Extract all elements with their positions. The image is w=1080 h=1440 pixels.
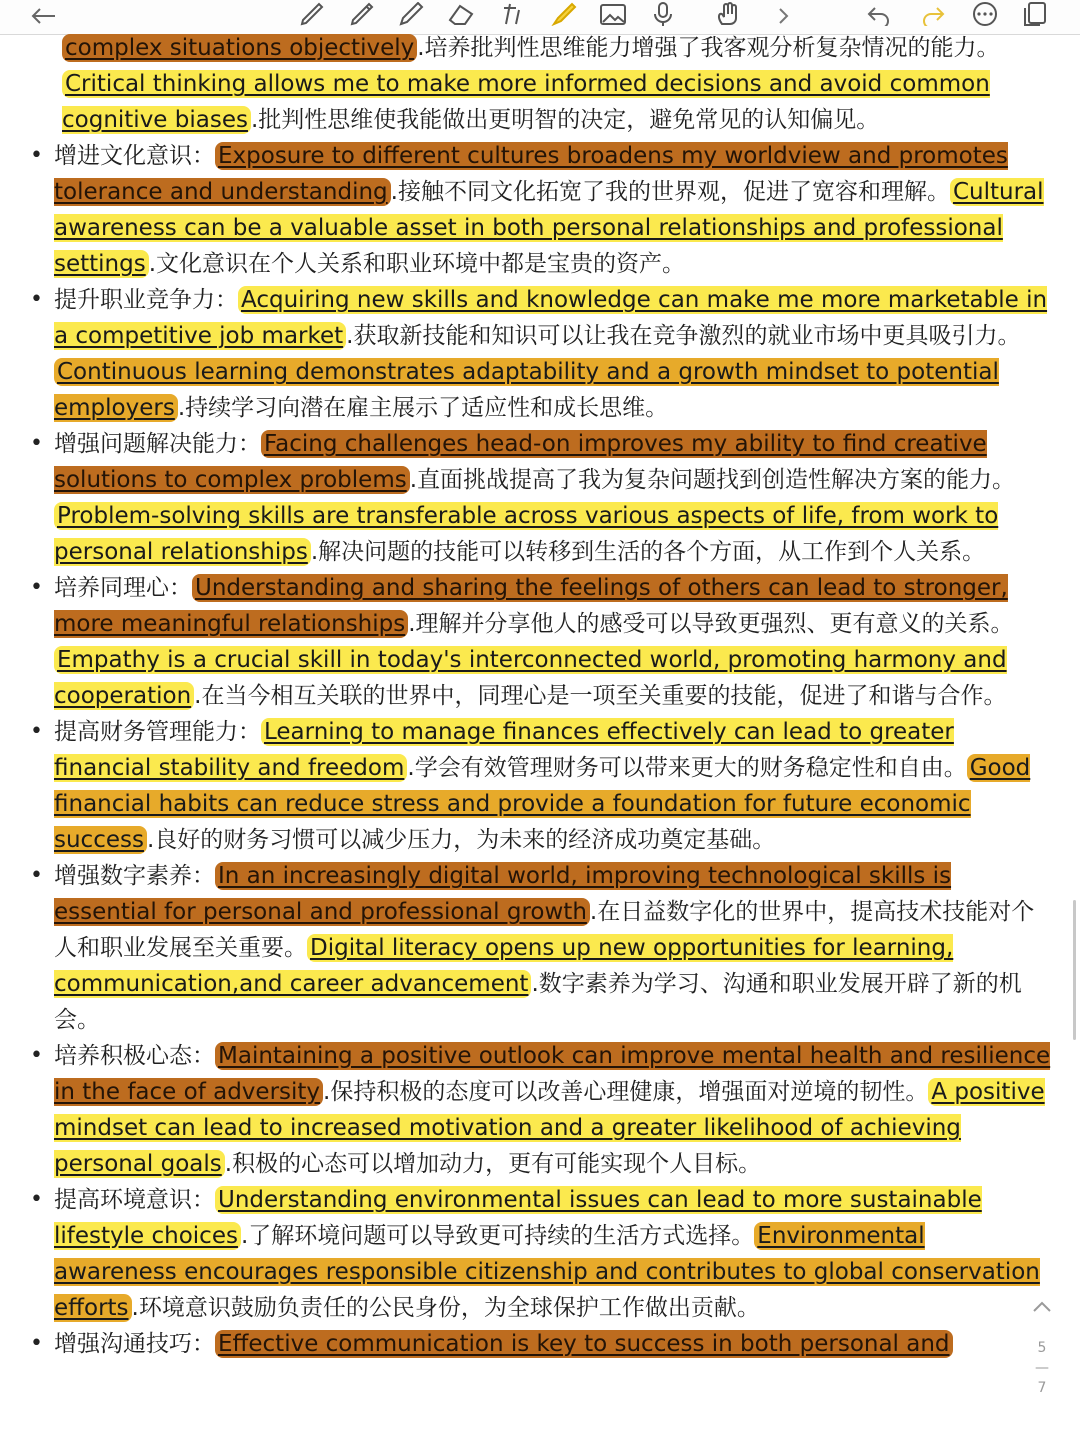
- highlighted-text: Environmental awareness encourages responsible citizenship and contributes to global conservation efforts: [54, 1223, 1040, 1321]
- scrollbar[interactable]: [1073, 900, 1076, 1040]
- highlighted-text: Effective communication is key to success in both personal and: [215, 1330, 953, 1358]
- list-item: [0, 570, 1060, 714]
- bullet-icon: •: [30, 1331, 43, 1356]
- translation-text: .批判性思维使我能做出更明智的决定，避免常见的认知偏见。: [250, 107, 880, 133]
- translation-text: .积极的心态可以增加动力，更有可能实现个人目标。: [224, 1151, 762, 1177]
- highlighted-text: Empathy is a crucial skill in today's interconnected world, promoting harmony and cooperation: [54, 647, 1007, 709]
- highlighted-text: complex situations objectively: [62, 34, 417, 62]
- highlighted-text: A positive mindset can lead to increased motivation and a greater likelihood of achieving personal goals: [54, 1079, 1045, 1177]
- list-item: [0, 282, 1060, 426]
- notes-body: [0, 34, 1060, 1362]
- highlighted-text: Continuous learning demonstrates adaptability and a growth mindset to potential employers: [54, 359, 999, 421]
- highlighter-icon[interactable]: [546, 0, 580, 26]
- microphone-icon[interactable]: [646, 0, 680, 26]
- item-label: 增进文化意识：: [54, 143, 215, 169]
- highlighted-text: Problem-solving skills are transferable across various aspects of life, from work to personal relationships: [54, 503, 999, 565]
- highlighted-text: Good financial habits can reduce stress and provide a foundation for future economic success: [54, 755, 1031, 853]
- highlighted-text: Understanding and sharing the feelings of others can lead to stronger, more meaningful relationships: [54, 575, 1008, 637]
- list-item: [0, 1326, 1060, 1362]
- list-item: [0, 714, 1060, 858]
- translation-text: .理解并分享他人的感受可以导致更强烈、更有意义的关系。: [408, 611, 1014, 637]
- translation-text: .培养批判性思维能力增强了我客观分析复杂情况的能力。: [417, 35, 1000, 61]
- bullet-icon: •: [30, 863, 43, 888]
- highlighted-text: Understanding environmental issues can lead to more sustainable lifestyle choices: [54, 1187, 982, 1249]
- item-label: 培养积极心态：: [54, 1043, 215, 1069]
- undo-icon[interactable]: [862, 0, 896, 26]
- text-icon[interactable]: [496, 0, 530, 26]
- note-page[interactable]: [0, 34, 1080, 1440]
- bullet-icon: •: [30, 143, 43, 168]
- translation-text: .持续学习向潜在雇主展示了适应性和成长思维。: [177, 395, 669, 421]
- translation-text: .了解环境问题可以导致更可持续的生活方式选择。: [240, 1223, 755, 1249]
- back-arrow-icon[interactable]: [26, 0, 60, 26]
- pencil-icon[interactable]: [344, 0, 378, 26]
- item-label: 培养同理心：: [54, 575, 192, 601]
- translation-text: .在日益数字化的世界中，提高技术技能对个人和职业发展至关重要。: [54, 899, 1035, 961]
- highlighted-text: Digital literacy opens up new opportunities for learning, communication,and career advancement: [54, 935, 954, 997]
- list-item: [0, 426, 1060, 570]
- list-item: [0, 34, 1060, 138]
- translation-text: .保持积极的态度可以改善心理健康，增强面对逆境的韧性。: [323, 1079, 929, 1105]
- more-icon[interactable]: [968, 0, 1002, 26]
- bullet-icon: •: [30, 431, 43, 456]
- item-label: 增强沟通技巧：: [54, 1331, 215, 1357]
- list-item: [0, 138, 1060, 282]
- bullet-icon: •: [30, 1043, 43, 1068]
- item-label: 提升职业竞争力：: [54, 287, 238, 313]
- highlighted-text: Learning to manage finances effectively can lead to greater financial stability and freedom: [54, 719, 954, 781]
- pen-icon[interactable]: [294, 0, 328, 26]
- translation-text: .在当今相互关联的世界中，同理心是一项至关重要的技能，促进了和谐与合作。: [194, 683, 1007, 709]
- translation-text: .直面挑战提高了我为复杂问题找到创造性解决方案的能力。: [409, 467, 1016, 493]
- highlighted-text: In an increasingly digital world, improving technological skills is essential for personal and professional growth: [54, 863, 952, 925]
- item-label: 提高财务管理能力：: [54, 719, 261, 745]
- highlighted-text: Acquiring new skills and knowledge can make me more marketable in a competitive job market: [54, 287, 1048, 349]
- highlighted-text: Exposure to different cultures broadens my worldview and promotes tolerance and understanding: [54, 143, 1008, 205]
- translation-text: .接触不同文化拓宽了我的世界观，促进了宽容和理解。: [390, 179, 950, 205]
- bullet-icon: •: [30, 1187, 43, 1212]
- page-separator: —: [1035, 1360, 1049, 1376]
- highlighted-text: Critical thinking allows me to make more informed decisions and avoid common cognitive biases: [62, 71, 990, 133]
- highlighted-text: Cultural awareness can be a valuable asset in both personal relationships and professional settings: [54, 179, 1044, 277]
- page-current: 5: [1037, 1340, 1047, 1356]
- translation-text: .环境意识鼓励负责任的公民身份，为全球保护工作做出贡献。: [131, 1295, 760, 1321]
- item-label: 增强问题解决能力：: [54, 431, 261, 457]
- toolbar: [0, 0, 1080, 35]
- translation-text: .良好的财务习惯可以减少压力，为未来的经济成功奠定基础。: [146, 827, 776, 853]
- eraser-icon[interactable]: [444, 0, 478, 26]
- scroll-up-icon[interactable]: [1022, 1300, 1062, 1320]
- item-label: 提高环境意识：: [54, 1187, 215, 1213]
- page-indicator: [1022, 1300, 1062, 1398]
- highlighted-text: Maintaining a positive outlook can improve mental health and resilience in the face of adversity: [54, 1043, 1051, 1105]
- chevron-right-icon[interactable]: [766, 0, 800, 26]
- translation-text: .获取新技能和知识可以让我在竞争激烈的就业市场中更具吸引力。: [346, 323, 1021, 349]
- hand-icon[interactable]: [712, 0, 746, 26]
- list-item: [0, 1038, 1060, 1182]
- list-item: [0, 858, 1060, 1038]
- translation-text: .数字素养为学习、沟通和职业发展开辟了新的机会。: [54, 971, 1022, 1033]
- page-total: 7: [1037, 1380, 1047, 1396]
- item-label: 增强数字素养：: [54, 863, 215, 889]
- translation-text: .文化意识在个人关系和职业环境中都是宝贵的资产。: [148, 251, 686, 277]
- bullet-icon: •: [30, 287, 43, 312]
- highlighted-text: Facing challenges head-on improves my ability to find creative solutions to complex problems: [54, 431, 987, 493]
- bullet-icon: •: [30, 575, 43, 600]
- redo-icon[interactable]: [916, 0, 950, 26]
- translation-text: .解决问题的技能可以转移到生活的各个方面，从工作到个人关系。: [310, 539, 986, 565]
- translation-text: .学会有效管理财务可以带来更大的财务稳定性和自由。: [407, 755, 967, 781]
- bullet-icon: •: [30, 719, 43, 744]
- marker-icon[interactable]: [394, 0, 428, 26]
- image-icon[interactable]: [596, 0, 630, 26]
- list-item: [0, 1182, 1060, 1326]
- pages-icon[interactable]: [1018, 0, 1052, 26]
